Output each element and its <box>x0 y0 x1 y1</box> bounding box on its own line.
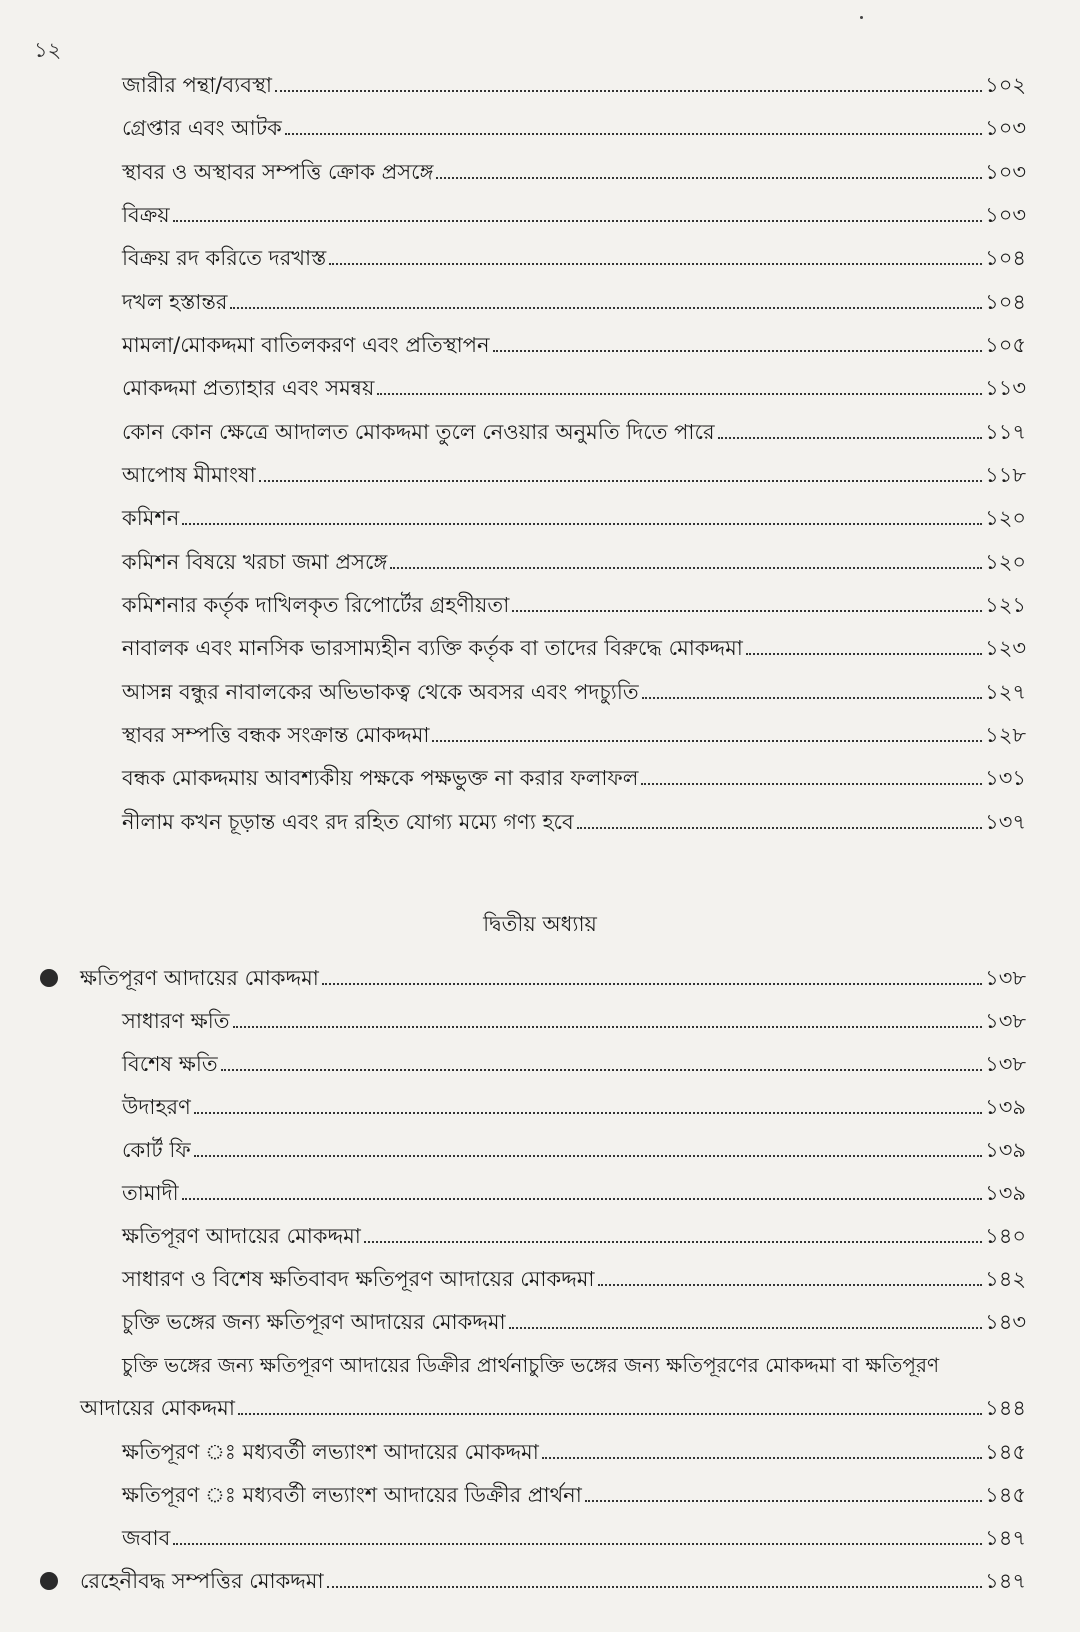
bullet-icon <box>40 1572 58 1590</box>
dot-leader <box>329 263 982 265</box>
toc-entry[interactable] <box>122 1429 1026 1465</box>
dot-leader <box>542 1457 982 1459</box>
toc-entry[interactable] <box>122 799 1026 835</box>
dot-leader <box>641 783 982 785</box>
toc-entry-page: ১৪৭ <box>985 1569 1026 1593</box>
toc-entry-page: ১৪৩ <box>985 1310 1026 1334</box>
toc-entry-label: নাবালক এবং মানসিক ভারসাম্যহীন ব্যক্তি কর্তৃক বা তাদের বিরুদ্ধে মোকদ্দমা <box>122 636 743 660</box>
toc-entry[interactable] <box>122 582 1026 618</box>
toc-entry[interactable] <box>122 62 1026 98</box>
toc-entry-page: ১৪০ <box>985 1224 1026 1248</box>
toc-entry-page: ১২৩ <box>985 636 1026 660</box>
toc-section-title[interactable] <box>80 1558 1026 1594</box>
toc-entry-page: ১৩৮ <box>985 1009 1026 1033</box>
dot-leader <box>432 740 982 742</box>
toc-entry-page: ১৪৫ <box>985 1483 1026 1507</box>
dot-leader <box>259 480 982 482</box>
toc-entry[interactable] <box>122 1256 1026 1292</box>
dot-leader <box>512 610 982 612</box>
toc-entry-label: আদায়ের মোকদ্দমা <box>80 1396 235 1420</box>
toc-entry[interactable] <box>122 235 1026 271</box>
toc-entry-label: বিক্রয় রদ করিতে দরখাস্ত <box>122 246 327 270</box>
toc-entry[interactable] <box>122 149 1026 185</box>
toc-entry-page: ১০৩ <box>985 203 1026 227</box>
dot-leader <box>493 350 983 352</box>
toc-entry-page: ১৩৮ <box>985 1052 1026 1076</box>
toc-entry[interactable] <box>122 495 1026 531</box>
toc-entry-page: ১১৮ <box>985 463 1026 487</box>
toc-entry[interactable] <box>122 1472 1026 1508</box>
toc-entry[interactable] <box>122 1299 1026 1335</box>
dot-leader <box>233 1026 983 1028</box>
dot-leader <box>390 567 982 569</box>
toc-entry-page: ১৪২ <box>985 1267 1026 1291</box>
page-number: ১২ <box>34 38 62 62</box>
toc-entry-page: ১৩৯ <box>985 1181 1026 1205</box>
toc-entry-page: ১৩৯ <box>985 1095 1026 1119</box>
toc-entry[interactable] <box>122 105 1026 141</box>
toc-entry-page: ১২৮ <box>985 723 1026 747</box>
dot-leader <box>285 133 982 135</box>
toc-entry-label: আসন্ন বন্ধুর নাবালকের অভিভাকত্ব থেকে অবসর এবং পদচ্যুতি <box>122 680 639 704</box>
toc-entry[interactable] <box>122 755 1026 791</box>
toc-entry-label: চুক্তি ভঙ্গের জন্য ক্ষতিপূরণ আদায়ের ডিক্রীর প্রার্থনাচুক্তি ভঙ্গের জন্য ক্ষতিপূরণের মোকদ্দমা বা ক্ষতিপূরণ <box>122 1353 940 1377</box>
toc-entry[interactable] <box>122 1041 1026 1077</box>
dot-leader <box>238 1413 982 1415</box>
toc-entry-label: জবাব <box>122 1526 171 1550</box>
toc-entry[interactable] <box>122 409 1026 445</box>
toc-entry[interactable] <box>122 279 1026 315</box>
chapter-heading: দ্বিতীয় অধ্যায় <box>483 912 597 936</box>
dot-leader <box>173 220 982 222</box>
toc-entry[interactable] <box>122 365 1026 401</box>
dot-leader <box>364 1241 982 1243</box>
toc-entry-wrapped-line1[interactable] <box>122 1342 1026 1378</box>
toc-entry-label: বন্ধক মোকদ্দমায় আবশ্যকীয় পক্ষকে পক্ষভুক্ত না করার ফলাফল <box>122 766 639 790</box>
toc-entry-page: ১০৩ <box>985 160 1026 184</box>
toc-entry[interactable] <box>122 1515 1026 1551</box>
toc-entry-page: ১৩৮ <box>985 966 1026 990</box>
toc-entry-page: ১০৫ <box>985 333 1026 357</box>
toc-entry[interactable] <box>122 1170 1026 1206</box>
toc-entry-label: মোকদ্দমা প্রত্যাহার এবং সমন্বয় <box>122 376 375 400</box>
dot-leader <box>377 393 982 395</box>
toc-entry-label: স্থাবর ও অস্থাবর সম্পত্তি ক্রোক প্রসঙ্গে <box>122 160 434 184</box>
toc-entry-page: ১৩১ <box>985 766 1026 790</box>
dot-leader <box>275 90 982 92</box>
toc-entry-label: তামাদী <box>122 1181 179 1205</box>
toc-entry-page: ১২১ <box>985 593 1026 617</box>
dot-leader <box>598 1284 983 1286</box>
toc-entry[interactable] <box>122 998 1026 1034</box>
toc-entry[interactable] <box>122 712 1026 748</box>
dot-leader <box>194 1112 982 1114</box>
toc-entry[interactable] <box>122 539 1026 575</box>
toc-entry-label: রেহেনীবদ্ধ সম্পত্তির মোকদ্দমা <box>80 1569 324 1593</box>
toc-section-title[interactable] <box>80 955 1026 991</box>
toc-entry-label: কমিশনার কর্তৃক দাখিলকৃত রিপোর্টের গ্রহণীয়তা <box>122 593 510 617</box>
dot-leader <box>746 653 982 655</box>
toc-entry[interactable] <box>122 669 1026 705</box>
dot-leader <box>194 1155 982 1157</box>
toc-entry-page: ১৩৭ <box>985 810 1026 834</box>
toc-entry-page: ১০৪ <box>985 246 1026 270</box>
dot-leader <box>230 307 982 309</box>
toc-entry-page: ১৪৭ <box>985 1526 1026 1550</box>
toc-entry[interactable] <box>122 1213 1026 1249</box>
dot-leader <box>585 1500 982 1502</box>
toc-entry-label: স্থাবর সম্পত্তি বন্ধক সংক্রান্ত মোকদ্দমা <box>122 723 430 747</box>
toc-entry-page: ১৪৪ <box>985 1396 1026 1420</box>
toc-entry-page: ১০২ <box>985 73 1026 97</box>
toc-entry-label: ক্ষতিপূরণ ঃ মধ্যবর্তী লভ্যাংশ আদায়ের ডিক্রীর প্রার্থনা <box>122 1483 582 1507</box>
toc-entry-page: ১১৩ <box>985 376 1026 400</box>
toc-entry-label: সাধারণ ক্ষতি <box>122 1009 230 1033</box>
toc-entry-label: ক্ষতিপূরণ আদায়ের মোকদ্দমা <box>80 966 319 990</box>
toc-entry[interactable] <box>122 192 1026 228</box>
toc-entry[interactable] <box>122 1084 1026 1120</box>
toc-entry-label: কোন কোন ক্ষেত্রে আদালত মোকদ্দমা তুলে নেওয়ার অনুমতি দিতে পারে <box>122 420 715 444</box>
toc-entry-label: কমিশন বিষয়ে খরচা জমা প্রসঙ্গে <box>122 550 388 574</box>
dot-leader <box>718 437 983 439</box>
dot-leader <box>182 1198 982 1200</box>
dot-leader <box>642 697 982 699</box>
toc-entry-label: সাধারণ ও বিশেষ ক্ষতিবাবদ ক্ষতিপূরণ আদায়ের মোকদ্দমা <box>122 1267 595 1291</box>
toc-entry[interactable] <box>122 322 1026 358</box>
toc-entry[interactable] <box>122 1127 1026 1163</box>
toc-entry-label: দখল হস্তান্তর <box>122 290 228 314</box>
toc-entry-label: উদাহরণ <box>122 1095 191 1119</box>
dot-leader <box>322 983 982 985</box>
toc-entry-page: ১০৩ <box>985 116 1026 140</box>
dot-leader <box>173 1543 982 1545</box>
toc-entry-label: নীলাম কখন চূড়ান্ত এবং রদ রহিত যোগ্য মম্যে গণ্য হবে <box>122 810 574 834</box>
toc-entry-page: ১২০ <box>985 550 1026 574</box>
toc-entry-label: বিক্রয় <box>122 203 170 227</box>
toc-entry-label: বিশেষ ক্ষতি <box>122 1052 218 1076</box>
dot-leader <box>221 1069 982 1071</box>
bullet-icon <box>40 969 58 987</box>
toc-entry-label: আপোষ মীমাংষা <box>122 463 256 487</box>
toc-entry-page: ১২০ <box>985 506 1026 530</box>
dot-leader <box>577 827 982 829</box>
toc-entry-label: কমিশন <box>122 506 180 530</box>
toc-entry-label: চুক্তি ভঙ্গের জন্য ক্ষতিপূরণ আদায়ের মোকদ্দমা <box>122 1310 506 1334</box>
toc-entry-label: ক্ষতিপূরণ ঃ মধ্যবর্তী লভ্যাংশ আদায়ের মোকদ্দমা <box>122 1440 539 1464</box>
toc-entry-wrapped-line2[interactable] <box>80 1385 1026 1421</box>
toc-entry-label: গ্রেপ্তার এবং আটক <box>122 116 282 140</box>
toc-entry-page: ১৩৯ <box>985 1138 1026 1162</box>
dot-leader <box>436 177 982 179</box>
toc-entry-page: ১১৭ <box>985 420 1026 444</box>
toc-entry[interactable] <box>122 625 1026 661</box>
toc-entry-label: মামলা/মোকদ্দমা বাতিলকরণ এবং প্রতিস্থাপন <box>122 333 490 357</box>
toc-entry-page: ১৪৫ <box>985 1440 1026 1464</box>
toc-entry-label: ক্ষতিপূরণ আদায়ের মোকদ্দমা <box>122 1224 361 1248</box>
toc-entry-label: কোর্ট ফি <box>122 1138 191 1162</box>
dot-leader <box>182 523 982 525</box>
toc-entry-label: জারীর পন্থা/ব্যবস্থা <box>122 73 272 97</box>
toc-entry-page: ১০৪ <box>985 290 1026 314</box>
dot-leader <box>327 1586 983 1588</box>
toc-entry[interactable] <box>122 452 1026 488</box>
dot-leader <box>509 1327 982 1329</box>
toc-entry-page: ১২৭ <box>985 680 1026 704</box>
